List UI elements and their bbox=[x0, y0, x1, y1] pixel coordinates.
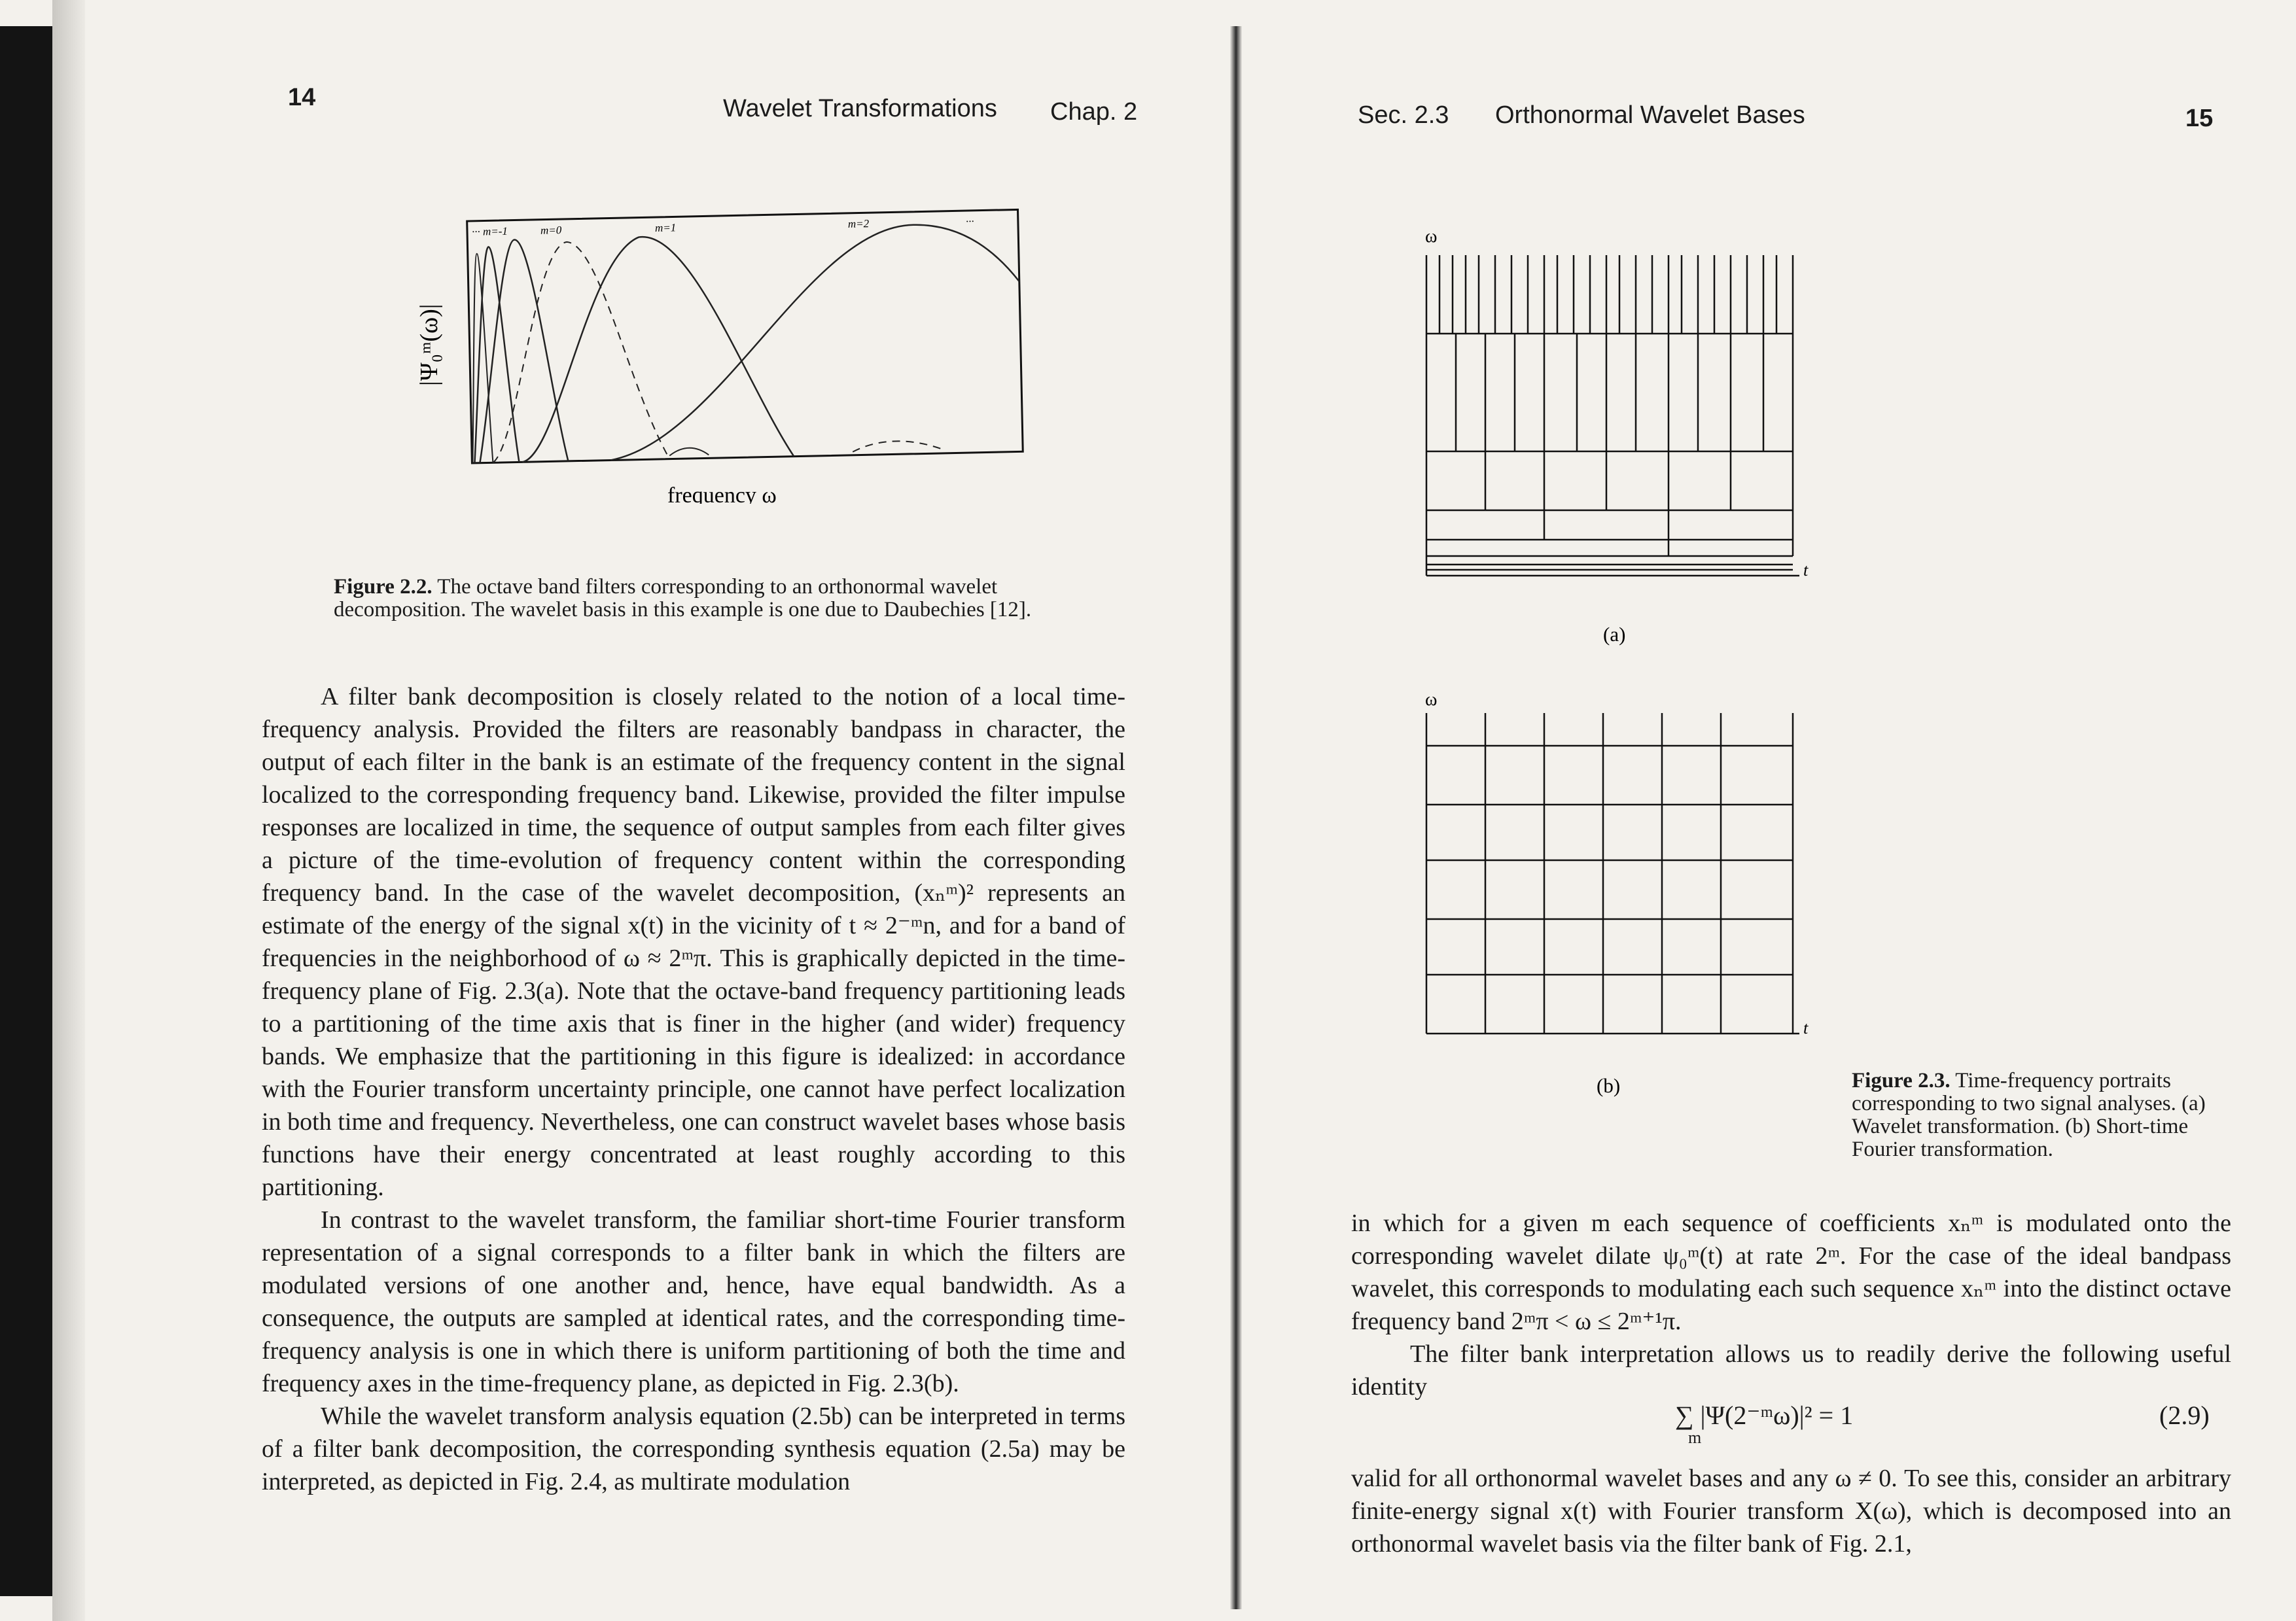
curve-label-ellipsis: ··· bbox=[965, 215, 974, 228]
left-paragraph-2: In contrast to the wavelet transform, the familiar short-time Fourier transform representation of a signal corresponds to a filter bank in which the filters are modulated versions of one another and, hence, have equal bandwidth. As a consequence, the outputs are sampled at identical rates, and the corresponding time-frequency analysis is one in which there is uniform partitioning of both the time and frequency axes in the time-frequency plane, as depicted in Fig. 2.3(b). bbox=[262, 1206, 1125, 1397]
curve-m-1 bbox=[475, 239, 568, 463]
right-body-text bbox=[1351, 1207, 2231, 1403]
page-gutter bbox=[1230, 26, 1242, 1609]
right-body-text-2 bbox=[1351, 1462, 2231, 1560]
figure-2-3a bbox=[1407, 216, 1826, 661]
figure-2-2-caption-label: Figure 2.2. bbox=[334, 575, 433, 599]
figure-2-2-caption bbox=[334, 576, 1080, 621]
figure-2-3b-label: (b) bbox=[1597, 1074, 1621, 1097]
x-axis-label: frequency ω bbox=[667, 483, 777, 504]
figure-2-2-plot bbox=[393, 190, 1047, 504]
page-number-left: 14 bbox=[288, 84, 316, 111]
figure-2-2 bbox=[393, 190, 1047, 504]
curve-label-m2: m=2 bbox=[847, 217, 870, 230]
left-body-text bbox=[262, 680, 1125, 1498]
figure-2-3-caption-label: Figure 2.3. bbox=[1852, 1069, 1951, 1092]
sidelobe-1 bbox=[669, 447, 709, 456]
plot-frame bbox=[467, 209, 1023, 463]
figure-2-3b-omega: ω bbox=[1425, 689, 1438, 710]
curve-m0-dashed bbox=[488, 240, 669, 463]
sidelobe-2 bbox=[853, 440, 944, 452]
right-paragraph-3: valid for all orthonormal wavelet bases and any ω ≠ 0. To see this, consider an arbitrary finite-energy signal x(t) with Fourier transform X(ω), which is decomposed into an orthonormal wavelet basis via the filter bank of Fig. 2.1, bbox=[1351, 1465, 2231, 1558]
equation-2-9-number: (2.9) bbox=[2159, 1401, 2210, 1430]
figure-2-3b-t: t bbox=[1803, 1019, 1809, 1037]
figure-2-3-caption-text: Time-frequency portraits corresponding to two signal analyses. (a) Wavelet transformation. (b) Short-time Fourier transformation. bbox=[1852, 1069, 2206, 1161]
curve-label-m-1: ··· m=-1 bbox=[471, 224, 508, 238]
right-paragraph-2: The filter bank interpretation allows us to readily derive the following useful identity bbox=[1351, 1340, 2231, 1401]
figure-2-3b bbox=[1407, 687, 1826, 1106]
curve-label-m0: m=0 bbox=[540, 224, 562, 237]
figure-2-3a-t: t bbox=[1803, 561, 1809, 580]
book-binding-shadow bbox=[52, 0, 85, 1621]
running-head-section: Sec. 2.3 bbox=[1358, 101, 1449, 129]
figure-2-2-caption-text: The octave band filters corresponding to an orthonormal wavelet decomposition. The wavelet basis in this example is one due to Daubechies [12]. bbox=[334, 575, 1032, 621]
equation-2-9-subscript: m bbox=[1688, 1428, 1702, 1447]
page-number-right: 15 bbox=[2185, 105, 2214, 132]
figure-2-3a-tiling bbox=[1407, 216, 1826, 661]
curve-m-2 bbox=[470, 247, 520, 463]
right-paragraph-1: in which for a given m each sequence of coefficients xₙᵐ is modulated onto the corresponding wavelet dilate ψ₀ᵐ(t) at rate 2ᵐ. For the case of the ideal bandpass wavelet, this corresponds to modulating each such sequence xₙᵐ into the distinct octave frequency band 2ᵐπ < ω ≤ 2ᵐ⁺¹π. bbox=[1351, 1210, 2231, 1335]
curve-m2 bbox=[606, 222, 1023, 460]
figure-2-3a-label: (a) bbox=[1603, 623, 1626, 646]
curve-label-m1: m=1 bbox=[654, 221, 677, 235]
equation-2-9 bbox=[1675, 1400, 1853, 1448]
equation-2-9-body: ∑ |Ψ(2⁻ᵐω)|² = 1 bbox=[1675, 1401, 1854, 1430]
y-axis-label: |Ψ₀ᵐ(ω)| bbox=[415, 304, 443, 386]
figure-2-3a-omega: ω bbox=[1425, 226, 1438, 247]
book-binding-edge bbox=[0, 26, 52, 1596]
running-head-title-right: Orthonormal Wavelet Bases bbox=[1495, 101, 1805, 129]
running-head-title-left: Wavelet Transformations bbox=[723, 95, 997, 122]
left-paragraph-1: A filter bank decomposition is closely related to the notion of a local time-frequency analysis. Provided the filters are reasonably bandpass in character, the output of each filter in the bank is an estimate of the frequency content in the signal localized to the corresponding frequency band. Likewise, provided the filter impulse responses are localized in time, the sequence of output samples from each filter gives a picture of the time-evolution of frequency content within the corresponding frequency band. In the case of the wavelet decomposition, (xₙᵐ)² represents an estimate of the energy of the signal x(t) in the vicinity of t ≈ 2⁻ᵐn, and for a band of frequencies in the neighborhood of ω ≈ 2ᵐπ. This is graphically depicted in the time-frequency plane of Fig. 2.3(a). Note that the octave-band frequency partitioning leads to a partitioning of the time axis that is finer in the higher (and wider) frequency bands. We emphasize that the partitioning in this figure is idealized: in accordance with the Fourier transform uncertainty principle, one cannot have perfect localization in both time and frequency. Nevertheless, one can construct wavelet bases whose basis functions have their energy concentrated at least roughly according to this partitioning. bbox=[262, 683, 1125, 1201]
left-paragraph-3: While the wavelet transform analysis equation (2.5b) can be interpreted in terms of a filter bank decomposition, the corresponding synthesis equation (2.5a) may be interpreted, as depicted in Fig. 2.4, as multirate modulation bbox=[262, 1403, 1125, 1495]
running-head-chapter: Chap. 2 bbox=[1050, 98, 1138, 126]
figure-2-3-caption bbox=[1852, 1070, 2231, 1161]
figure-2-3b-tiling bbox=[1407, 687, 1826, 1106]
